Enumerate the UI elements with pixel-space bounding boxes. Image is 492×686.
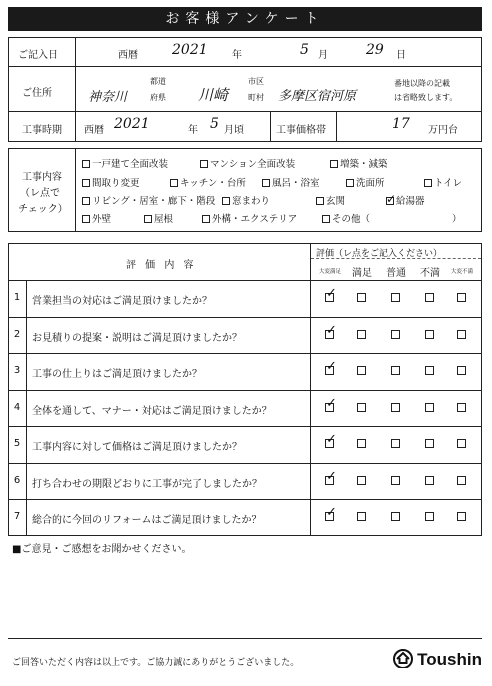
work-option-label: 給湯器	[396, 196, 425, 207]
question-number: 1	[13, 292, 21, 303]
rating-checkbox[interactable]	[325, 293, 334, 302]
work-option-label: 洗面所	[356, 178, 385, 189]
work-option[interactable]	[200, 156, 295, 170]
date-label: ご記入日	[18, 50, 58, 61]
address-note-1: 番地以降の記載	[394, 79, 450, 88]
work-option-label: 屋根	[154, 214, 174, 225]
address-ward: 多摩区宿河原	[278, 89, 357, 104]
rating-checkbox[interactable]	[425, 366, 434, 375]
checkbox[interactable]	[386, 197, 394, 205]
period-month-unit: 月頃	[224, 125, 244, 136]
work-option[interactable]	[346, 175, 385, 189]
question-text: 総合的に今回のリフォームはご満足頂けましたか？	[32, 515, 262, 526]
date-month: 5	[300, 42, 309, 58]
company-logo	[392, 648, 482, 670]
work-option-label: リビング・居室・廊下・階段	[92, 196, 216, 207]
rating-checkbox[interactable]	[391, 512, 400, 521]
rating-column-header: 満足	[352, 268, 372, 279]
rating-checkbox[interactable]	[457, 439, 466, 448]
work-option-label: 外壁	[92, 214, 112, 225]
rating-checkbox[interactable]	[357, 439, 366, 448]
rating-checkbox[interactable]	[391, 330, 400, 339]
date-day: 29	[366, 42, 384, 58]
question-text: 工事の仕上りはご満足頂けましたか？	[32, 369, 202, 380]
price-value: 17	[392, 116, 410, 132]
rating-checkbox[interactable]	[391, 403, 400, 412]
rating-checkbox[interactable]	[391, 476, 400, 485]
rating-header: 評価（レ点をご記入ください）	[316, 249, 443, 259]
rating-checkbox[interactable]	[357, 366, 366, 375]
checkbox[interactable]	[82, 215, 90, 223]
rating-checkbox[interactable]	[425, 439, 434, 448]
rating-checkbox[interactable]	[457, 330, 466, 339]
work-option[interactable]	[262, 175, 320, 189]
pref-suffix-2: 府県	[150, 93, 166, 102]
footer-thanks: ご回答いただく内容は以上です。ご協力誠にありがとうございました。	[12, 658, 300, 668]
date-day-unit: 日	[396, 50, 406, 61]
checkbox[interactable]	[200, 160, 208, 168]
work-option[interactable]	[330, 156, 388, 170]
work-option[interactable]	[82, 175, 140, 189]
question-number: 4	[13, 401, 21, 413]
work-option-label: 窓まわり	[232, 196, 271, 207]
rating-checkbox[interactable]	[357, 512, 366, 521]
work-option[interactable]	[82, 156, 168, 170]
content-header: 評 価 内 容	[126, 260, 197, 271]
price-unit: 万円台	[428, 125, 458, 136]
work-option[interactable]	[386, 193, 425, 207]
rating-checkbox[interactable]	[425, 403, 434, 412]
rating-checkbox[interactable]	[457, 366, 466, 375]
question-text: お見積りの提案・説明はご満足頂けましたか？	[32, 332, 242, 344]
checkbox[interactable]	[330, 160, 338, 168]
checkbox[interactable]	[262, 179, 270, 187]
rating-checkbox[interactable]	[457, 293, 466, 302]
date-year-unit: 年	[232, 50, 242, 61]
rating-column-header: 普通	[386, 268, 406, 279]
house-icon	[392, 648, 414, 668]
question-text: 営業担当の対応はご満足頂けましたか？	[32, 296, 212, 307]
rating-checkbox[interactable]	[325, 403, 334, 412]
work-option[interactable]	[316, 193, 345, 207]
address-note-2: は省略致します。	[394, 93, 458, 102]
address-label: ご住所	[22, 88, 52, 99]
rating-checkbox[interactable]	[391, 439, 400, 448]
checkbox[interactable]	[82, 197, 90, 205]
work-option-label: その他（	[332, 214, 371, 225]
period-label: 工事時期	[22, 125, 62, 136]
rating-checkbox[interactable]	[357, 403, 366, 412]
city-suffix-1: 市区	[248, 77, 264, 86]
rating-checkbox[interactable]	[457, 512, 466, 521]
work-option[interactable]	[322, 211, 370, 225]
work-option-label: キッチン・台所	[180, 178, 246, 189]
rating-checkbox[interactable]	[425, 476, 434, 485]
rating-checkbox[interactable]	[425, 512, 434, 521]
rating-checkbox[interactable]	[357, 330, 366, 339]
checkbox[interactable]	[322, 215, 330, 223]
period-year-unit: 年	[188, 125, 198, 136]
question-number: 7	[13, 511, 21, 522]
work-option[interactable]	[170, 175, 246, 189]
question-number: 2	[13, 328, 21, 340]
checkbox[interactable]	[316, 197, 324, 205]
rating-checkbox[interactable]	[325, 330, 334, 339]
work-option[interactable]	[144, 211, 173, 225]
work-option[interactable]	[82, 193, 215, 207]
question-number: 5	[13, 438, 21, 449]
date-month-unit: 月	[318, 50, 328, 61]
work-option-label: 増築・減築	[340, 159, 388, 170]
checkbox[interactable]	[346, 179, 354, 187]
checkbox[interactable]	[170, 179, 178, 187]
rating-checkbox[interactable]	[325, 476, 334, 485]
work-option-label: 玄関	[326, 196, 346, 207]
period-month: 5	[210, 116, 219, 132]
city-suffix-2: 町村	[248, 93, 264, 102]
work-label-1: 工事内容	[22, 172, 62, 183]
question-text: 全体を通して、マナー・対応はご満足頂けましたか？	[32, 405, 272, 417]
work-option-label: 間取り変更	[92, 178, 140, 189]
checkbox[interactable]	[202, 215, 210, 223]
checkbox[interactable]	[144, 215, 152, 223]
work-option[interactable]	[82, 211, 111, 225]
date-era: 西暦	[118, 50, 138, 61]
question-number: 3	[13, 365, 21, 376]
checkbox[interactable]	[82, 160, 90, 168]
work-option[interactable]	[222, 193, 270, 207]
rating-column-header: 不満	[420, 268, 440, 279]
rating-checkbox[interactable]	[325, 439, 334, 448]
work-option-label: トイレ	[434, 178, 463, 189]
question-text: 工事内容に対して価格はご満足頂けましたか？	[32, 442, 242, 453]
work-option-label: 風呂・浴室	[272, 178, 320, 189]
rating-checkbox[interactable]	[357, 293, 366, 302]
comments-label: ■ご意見・ご感想をお聞かせください。	[12, 544, 192, 555]
work-label-2: （レ点で	[20, 188, 60, 199]
rating-column-header: 大変満足	[318, 269, 341, 275]
rating-checkbox[interactable]	[425, 293, 434, 302]
rating-checkbox[interactable]	[457, 476, 466, 485]
work-option[interactable]	[202, 211, 297, 225]
rating-checkbox[interactable]	[457, 403, 466, 412]
rating-checkbox[interactable]	[391, 366, 400, 375]
address-pref: 神奈川	[88, 90, 128, 105]
work-option[interactable]	[424, 175, 462, 189]
question-number: 6	[13, 474, 21, 486]
period-era: 西暦	[84, 125, 104, 136]
pref-suffix-1: 都道	[150, 77, 166, 86]
work-label-3: チェック）	[18, 204, 68, 215]
rating-checkbox[interactable]	[425, 330, 434, 339]
rating-checkbox[interactable]	[391, 293, 400, 302]
checkbox[interactable]	[424, 179, 432, 187]
comments-area[interactable]	[8, 552, 482, 638]
work-option-label: 外構・エクステリア	[212, 214, 298, 225]
rating-column-header: 大変不満	[450, 269, 473, 275]
date-year: 2021	[172, 42, 208, 58]
address-city: 川崎	[198, 86, 229, 104]
price-label: 工事価格帯	[276, 125, 326, 136]
rating-checkbox[interactable]	[357, 476, 366, 485]
work-option-label: マンション全面改装	[210, 159, 296, 170]
other-close: ）	[452, 214, 462, 225]
rating-checkbox[interactable]	[325, 512, 334, 521]
header-box	[8, 37, 482, 142]
page-title: お客様アンケート	[8, 7, 482, 31]
checkbox[interactable]	[222, 197, 230, 205]
work-option-label: 一戸建て全面改装	[92, 159, 169, 170]
rating-checkbox[interactable]	[325, 366, 334, 375]
checkbox[interactable]	[82, 179, 90, 187]
question-text: 打ち合わせの期限どおりに工事が完了しましたか？	[32, 478, 262, 490]
logo-text: Toushin	[417, 650, 482, 669]
period-year: 2021	[114, 116, 150, 132]
